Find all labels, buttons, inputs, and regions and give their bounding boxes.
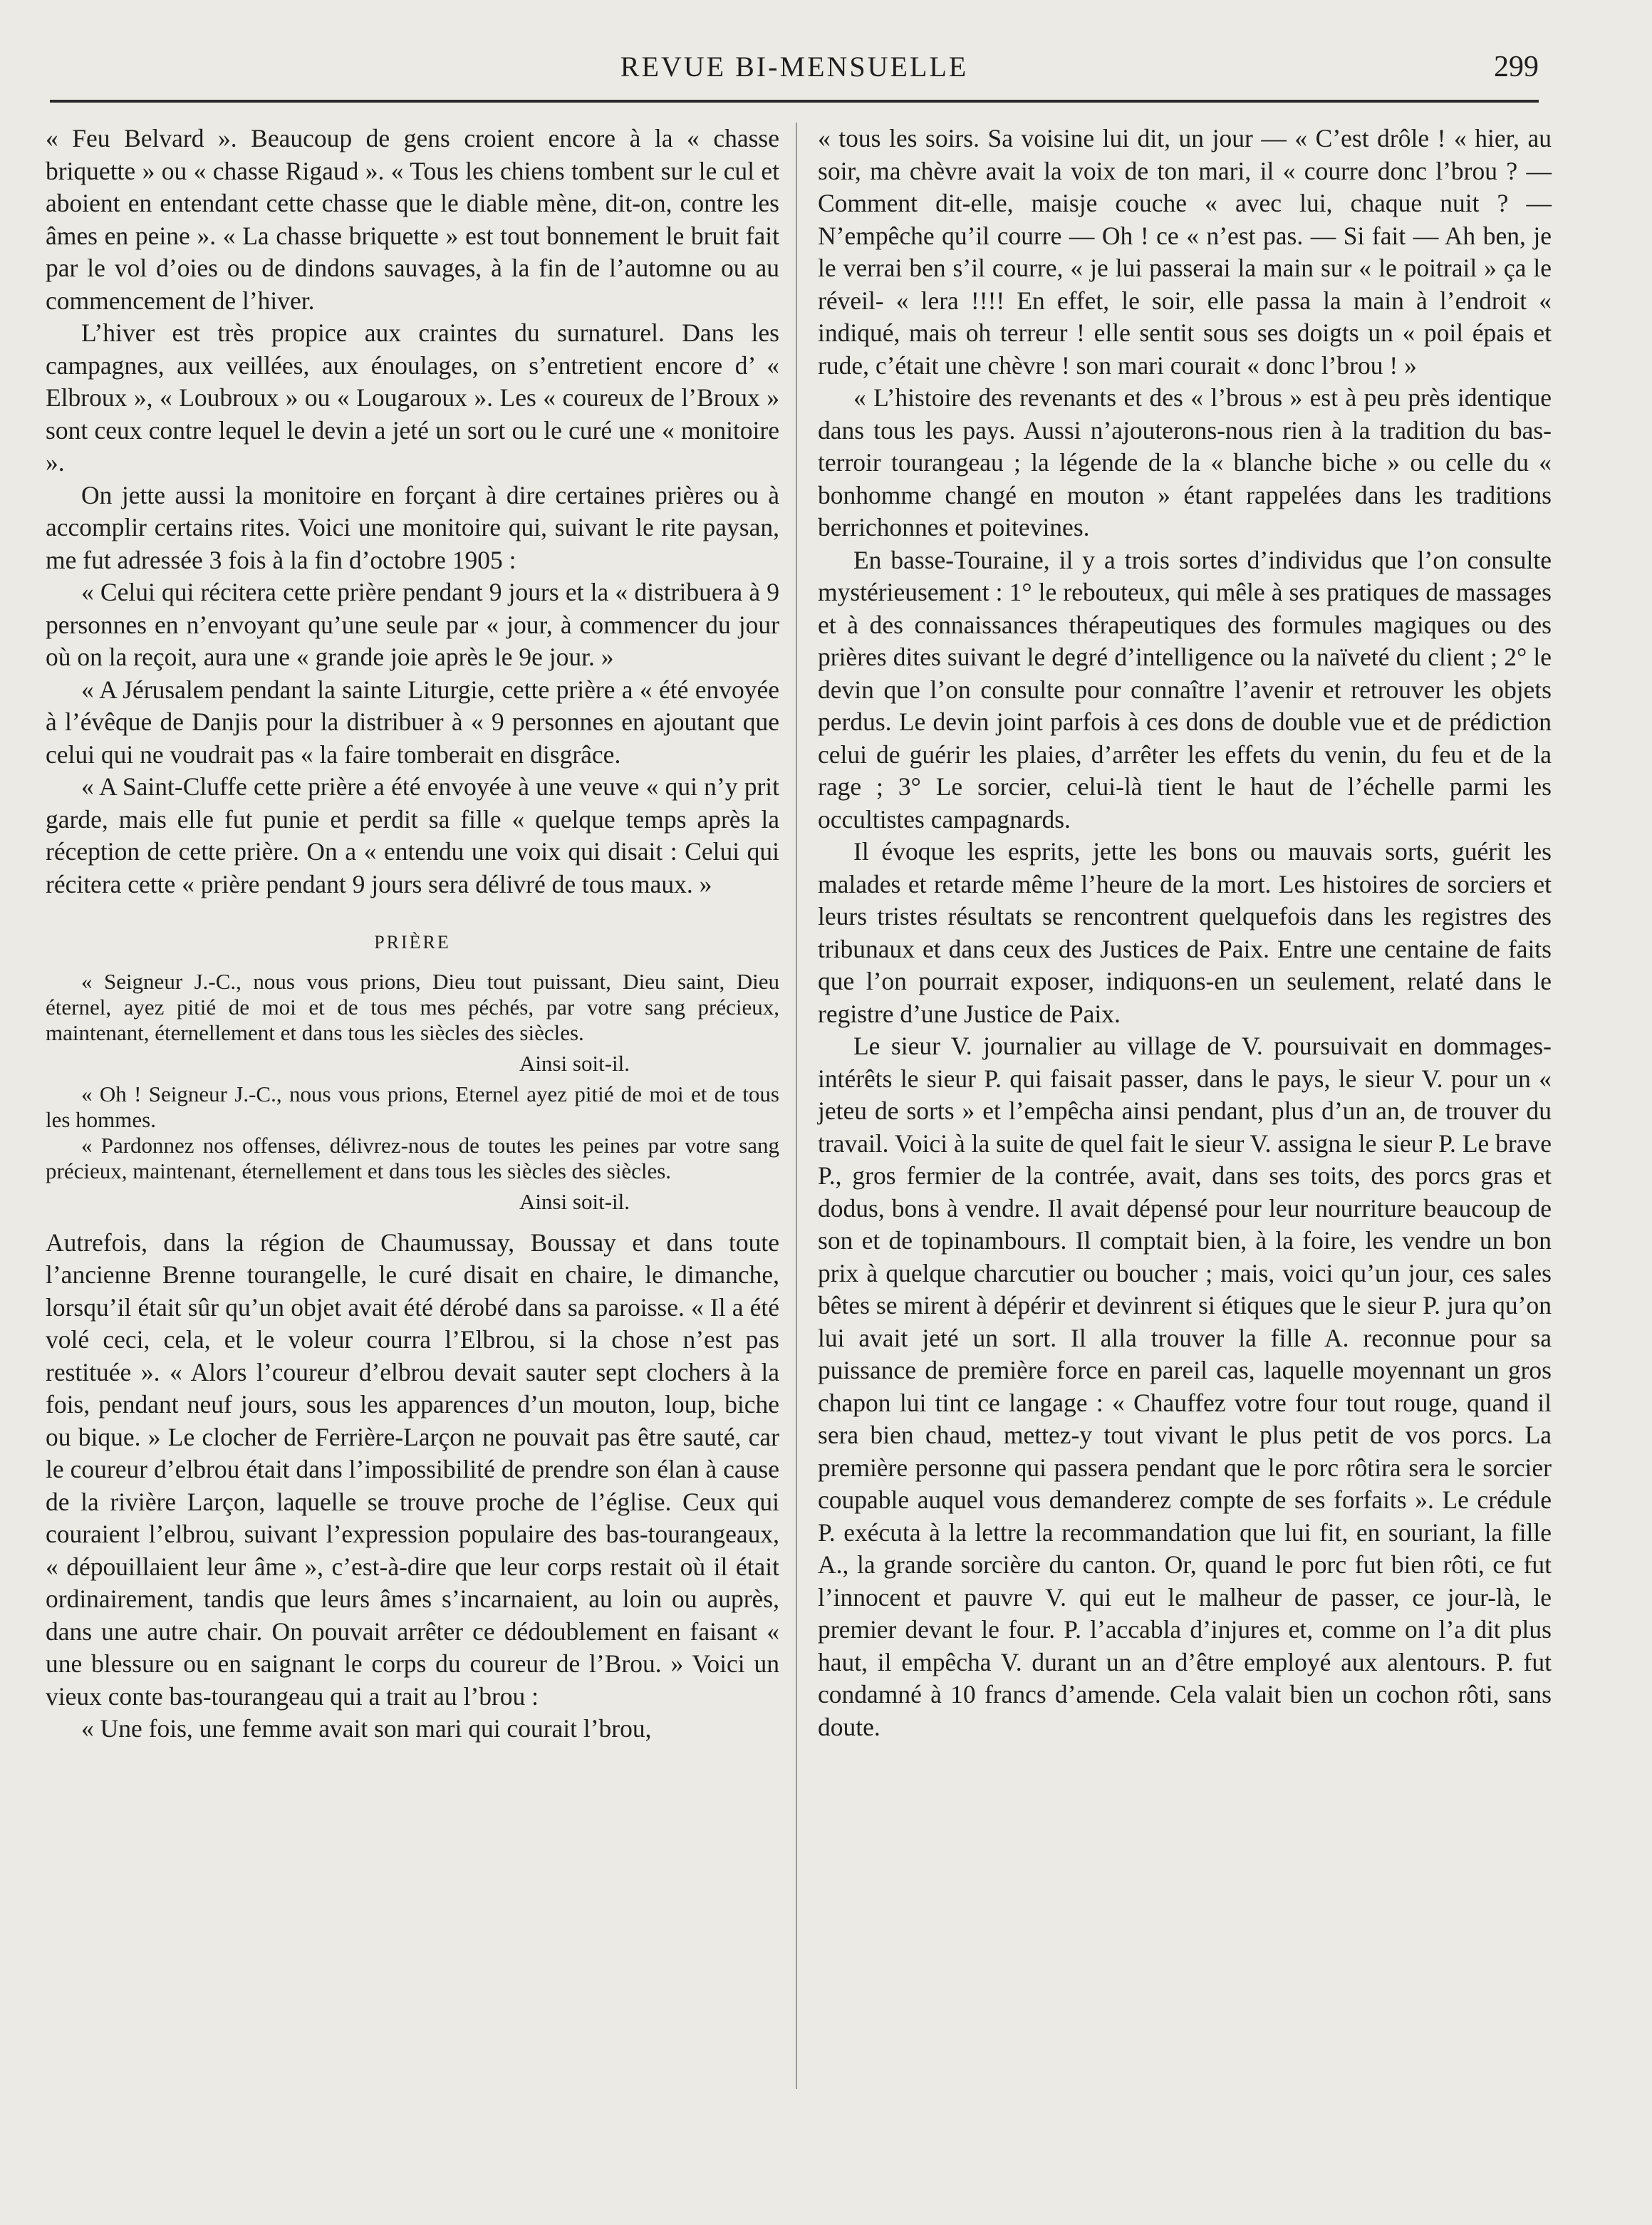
prayer-text: « Oh ! Seigneur J.-C., nous vous prions, Eternel ayez pitié de moi et de tous les hommes. [46, 1081, 779, 1132]
page-number: 299 [1494, 51, 1539, 83]
running-head [50, 44, 1539, 87]
quoted-paragraph: « A Saint-Cluffe cette prière a été envoyée à une veuve « qui n’y prit garde, mais elle fut punie et perdit sa fille « quelque temps après la réception de cette prière. On a « entendu une voix qui disait : Celui qui récitera cette « prière pendant 9 jours sera délivré de tous maux. » [46, 772, 779, 898]
paragraph: « Une fois, une femme avait son mari qui courait l’brou, [81, 1714, 652, 1743]
left-column [46, 123, 779, 1746]
prayer-closing: Ainsi soit-il. [519, 1188, 630, 1214]
column-divider [796, 123, 797, 2089]
right-column [818, 123, 1552, 1743]
prayer-heading: PRIÈRE [374, 932, 451, 953]
paragraph: On jette aussi la monitoire en forçant à dire certaines prières ou à accomplir certains rites. Voici une monitoire qui, suivant le rite paysan, me fut adressée 3 fois à la fin d’octobre 1905 : [46, 480, 779, 574]
paragraph: En basse-Touraine, il y a trois sortes d’individus que l’on consulte mystérieusement : 1° le rebouteux, qui mêle à ses pratiques de massages et à des connaissances thérapeutiques des formules magiques ou des prières dites suivant le degré d’intelligence ou la naïveté du client ; 2° le devin que l’on consulte pour connaître l’avenir et retrouver les objets perdus. Le devin joint parfois à ces dons de double vue et de prédiction celui de guérir les plaies, d’arrêter les effets du venin, du feu et de la rage ; 3° Le sorcier, celui-là tient le haut de l’échelle parmi les occultistes campagnards. [818, 545, 1552, 834]
prayer-text: « Seigneur J.-C., nous vous prions, Dieu tout puissant, Dieu saint, Dieu éternel, ayez pitié de moi et de tous mes péchés, par votre sang précieux, maintenant, éternellement et dans tous les siècles des siècles. [46, 968, 779, 1045]
header-rule [50, 100, 1539, 103]
prayer-text: « Pardonnez nos offenses, délivrez-nous de toutes les peines par votre sang précieux, maintenant, éternellement et dans tous les siècles des siècles. [46, 1132, 779, 1183]
paragraph: « tous les soirs. Sa voisine lui dit, un jour — « C’est drôle ! « hier, au soir, ma chèvre avait la voix de ton mari, il « courre donc l’brou ? — Comment dit-elle, maisje couche « avec lui, chaque nuit ? — N’empêche qu’il courre — Oh ! ce « n’est pas. — Si fait — Ah ben, je le verrai ben s’il courre, « je lui passerai la main sur « le poitrail » ça le réveil- « lera !!!! En effet, le soir, elle passa la main à l’endroit « indiqué, mais oh terreur ! elle sentit sous ses doigts un « poil épais et rude, c’était une chèvre ! son mari courait « donc l’brou ! » [818, 124, 1552, 380]
quoted-paragraph: « Celui qui récitera cette prière pendant 9 jours et la « distribuera à 9 personnes en n’envoyant qu’une seule par « jour, à commencer du jour où on la reçoit, aura une « grande joie après le 9e jour. » [46, 578, 779, 671]
prayer-closing: Ainsi soit-il. [519, 1050, 630, 1076]
paragraph: « Feu Belvard ». Beaucoup de gens croient encore à la « chasse briquette » ou « chasse Rigaud ». « Tous les chiens tombent sur le cul et aboient en entendant cette chasse que le diable mène, dit-on, contre les âmes en peine ». « La chasse briquette » est tout bonnement le bruit fait par le vol d’oies ou de dindons sauvages, à la fin de l’automne ou au commencement de l’hiver. [46, 124, 779, 315]
paragraph: Autrefois, dans la région de Chaumussay, Boussay et dans toute l’ancienne Brenne tourangelle, le curé disait en chaire, le dimanche, lorsqu’il était sûr qu’un objet avait été dérobé dans sa paroisse. « Il a été volé ceci, cela, et le voleur courra l’Elbrou, si la chose n’est pas restituée ». « Alors l’coureur d’elbrou devait sauter sept clochers à la fois, pendant neuf jours, sous les apparences d’un mouton, loup, biche ou bique. » Le clocher de Ferrière-Larçon ne pouvait pas être sauté, car le coureur d’elbrou était dans l’impossibilité de prendre son élan à cause de la rivière Larçon, laquelle se trouve proche de l’église. Ceux qui couraient l’elbrou, suivant l’expression populaire des bas-tourangeaux, « dépouillaient leur âme », c’est-à-dire que leur corps restait où il était ordinairement, tandis que leurs âmes s’incarnaient, au loin ou auprès, dans une autre chair. On pouvait arrêter ce dédoublement en faisant « une blessure ou en saignant le corps du coureur de l’Brou. » Voici un vieux conte bas-tourangeau qui a trait au l’brou : [46, 1228, 779, 1711]
journal-title: REVUE BI-MENSUELLE [620, 51, 969, 83]
paragraph: « L’histoire des revenants et des « l’brous » est à peu près identique dans tous les pays. Aussi n’ajouterons-nous rien à la tradition du bas-terroir tourangeau ; la légende de la « blanche biche » ou celle du « bonhomme changé en mouton » étant rappelées dans les traditions berrichonnes et poitevines. [818, 383, 1552, 541]
quoted-paragraph: « A Jérusalem pendant la sainte Liturgie, cette prière a « été envoyée à l’évêque de Danjis pour la distribuer à « 9 personnes en ajoutant que celui qui ne voudrait pas « la faire tomberait en disgrâce. [46, 675, 779, 769]
paragraph: Il évoque les esprits, jette les bons ou mauvais sorts, guérit les malades et retarde même l’heure de la mort. Les histoires de sorciers et leurs tristes résultats se rencontrent quelquefois dans les registres des tribunaux et dans ceux des Justices de Paix. Entre une centaine de faits que l’on pourrait exposer, indiquons-en un seulement, relaté dans le registre d’une Justice de Paix. [818, 837, 1552, 1028]
paragraph: Le sieur V. journalier au village de V. poursuivait en dommages-intérêts le sieur P. qui faisait passer, dans le pays, le sieur V. pour un « jeteu de sorts » et l’empêcha ainsi pendant, plus d’un an, de trouver du travail. Voici à la suite de quel fait le sieur V. assigna le sieur P. Le brave P., gros fermier de la contrée, avait, dans ses toits, des porcs gras et dodus, bons à vendre. Il avait dépensé pour leur nourriture beaucoup de son et de topinambours. Il comptait bien, à la foire, les vendre un bon prix à quelque charcutier ou boucher ; mais, voici qu’un jour, ces sales bêtes se mirent à dépérir et devinrent si étiques que le sieur P. jura qu’on lui avait jeté un sort. Il alla trouver la fille A. reconnue pour sa puissance de première force en pareil cas, laquelle moyennant un gros chapon lui tint ce langage : « Chauffez votre four tout rouge, quand il sera bien chaud, mettez-y tout vivant le plus petit de vos porcs. La première personne qui passera pendant que le porc rôtira sera le sorcier coupable auquel vous demanderez compte de ses forfaits ». Le crédule P. exécuta à la lettre la recommandation que lui fit, en souriant, la fille A., la grande sorcière du canton. Or, quand le porc fut bien rôti, ce fut l’innocent et pauvre V. qui eut le malheur de passer, ce jour-là, le premier devant le four. P. l’accabla d’injures et, comme on l’a dit plus haut, il empêcha V. durant un an d’être employé aux alentours. P. fut condamné à 10 francs d’amende. Cela valait bien un cochon rôti, sans doute. [818, 1032, 1552, 1741]
paragraph: L’hiver est très propice aux craintes du surnaturel. Dans les campagnes, aux veillées, aux énoulages, on s’entretient encore d’ « Elbroux », « Loubroux » ou « Lougaroux ». Les « coureux de l’Broux » sont ceux contre lequel le devin a jeté un sort ou le curé une « monitoire ». [46, 318, 779, 477]
